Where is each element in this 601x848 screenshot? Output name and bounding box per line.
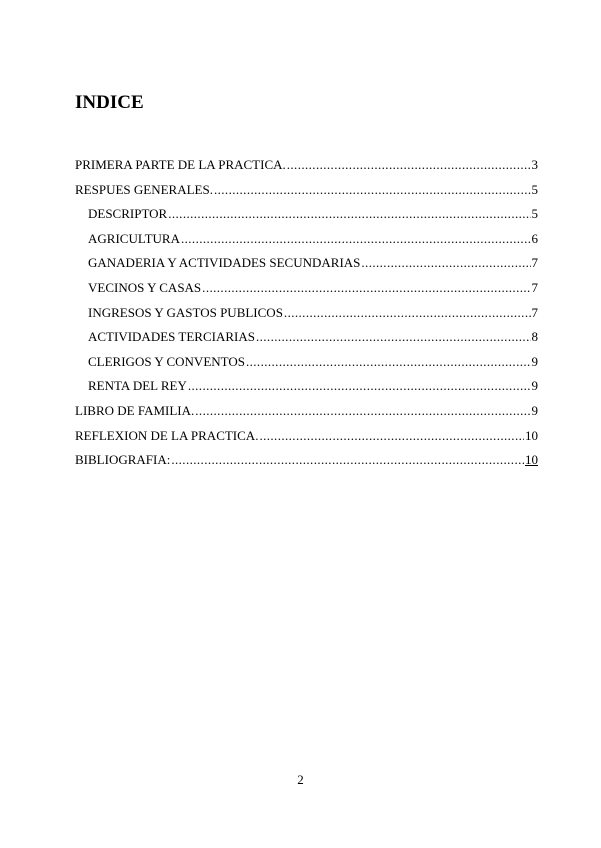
- toc-entry-label: RENTA DEL REY: [88, 378, 187, 394]
- toc-leader-dots: [361, 253, 530, 273]
- toc-leader-dots: [171, 450, 524, 470]
- toc-entry-label: INGRESOS Y GASTOS PUBLICOS: [88, 304, 283, 320]
- toc-entry-label: PRIMERA PARTE DE LA PRACTICA.: [75, 157, 286, 172]
- toc-entry-page: 7: [531, 279, 538, 295]
- toc-entry-bibliografia[interactable]: [75, 450, 538, 475]
- toc-entry-label: AGRICULTURA: [88, 230, 180, 246]
- toc-entry-page: 6: [531, 230, 538, 246]
- page-number: 2: [297, 772, 304, 787]
- toc-entry-label: LIBRO DE FAMILIA.: [75, 402, 195, 418]
- toc-entry-reflexion[interactable]: [75, 426, 538, 451]
- toc-entry-clerigos-y-conventos[interactable]: [75, 352, 538, 377]
- toc-entry-ganaderia[interactable]: [75, 253, 538, 278]
- toc-entry-label: VECINOS Y CASAS: [88, 279, 202, 295]
- toc-entry-page: 9: [531, 402, 538, 418]
- toc-leader-dots: [168, 204, 530, 224]
- toc-entry-page: 8: [531, 329, 538, 345]
- toc-entry-primera-parte[interactable]: [75, 155, 538, 180]
- toc-entry-label: RESPUES GENERALES.: [75, 181, 213, 197]
- toc-leader-dots: [214, 180, 531, 200]
- toc-entry-page: 9: [531, 353, 538, 369]
- toc-entry-page: 10: [525, 452, 538, 468]
- toc-entry-ingresos-y-gastos[interactable]: [75, 303, 538, 328]
- toc-entry-renta-del-rey[interactable]: [75, 376, 538, 401]
- toc-entry-label: ACTIVIDADES TERCIARIAS: [88, 329, 255, 345]
- table-of-contents: [75, 155, 538, 475]
- toc-leader-dots: [188, 376, 531, 396]
- toc-entry-label: DESCRIPTOR: [88, 206, 168, 222]
- toc-entry-actividades-terciarias[interactable]: [75, 327, 538, 352]
- toc-entry-page: 10: [525, 427, 538, 443]
- toc-entry-label: BIBLIOGRAFIA:: [75, 452, 171, 468]
- toc-entry-agricultura[interactable]: [75, 229, 538, 254]
- toc-entry-label: REFLEXION DE LA PRACTICA.: [75, 427, 259, 443]
- toc-entry-page: 7: [531, 304, 538, 320]
- toc-leader-dots: [202, 278, 530, 298]
- toc-leader-dots: [195, 401, 530, 421]
- toc-leader-dots: [287, 155, 531, 175]
- toc-entry-page: 9: [531, 378, 538, 394]
- toc-entry-page: 7: [531, 255, 538, 271]
- toc-entry-page: 5: [531, 181, 538, 197]
- toc-entry-page: 3: [531, 157, 538, 172]
- toc-leader-dots: [181, 229, 531, 249]
- page-title: INDICE: [75, 92, 144, 113]
- toc-entry-descriptor[interactable]: [75, 204, 538, 229]
- toc-leader-dots: [284, 303, 531, 323]
- toc-leader-dots: [256, 327, 531, 347]
- toc-entry-vecinos-y-casas[interactable]: [75, 278, 538, 303]
- toc-leader-dots: [259, 426, 524, 446]
- toc-leader-dots: [246, 352, 531, 372]
- toc-entry-label: CLERIGOS Y CONVENTOS: [88, 353, 245, 369]
- toc-entry-label: GANADERIA Y ACTIVIDADES SECUNDARIAS: [88, 255, 361, 271]
- toc-entry-page: 5: [531, 206, 538, 222]
- toc-entry-respues-generales[interactable]: [75, 180, 538, 205]
- toc-entry-libro-de-familia[interactable]: [75, 401, 538, 426]
